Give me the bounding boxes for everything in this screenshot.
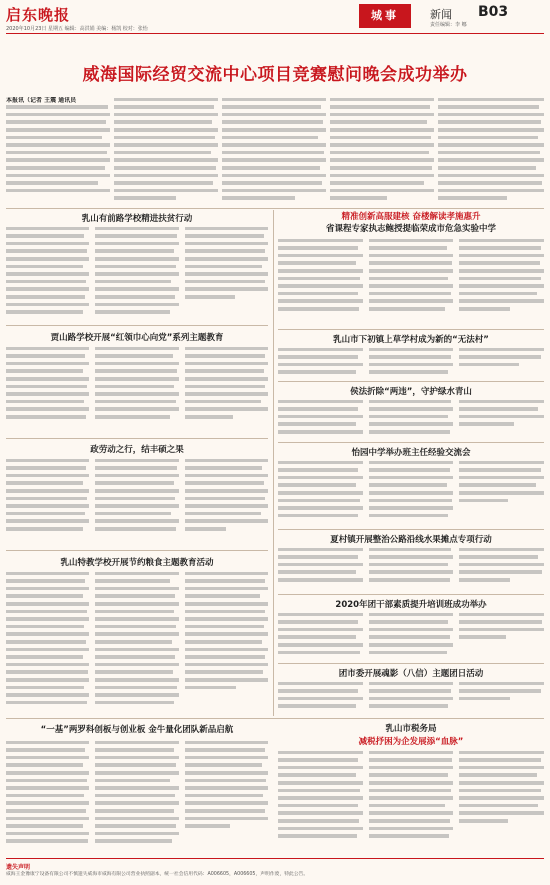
divider — [6, 718, 544, 719]
lead-article-col4 — [330, 97, 434, 205]
section-tab: 城事 — [359, 4, 411, 28]
article-body — [278, 681, 544, 715]
lead-article-col2 — [114, 97, 218, 205]
article-body — [6, 226, 268, 322]
divider — [6, 325, 268, 326]
divider — [6, 550, 268, 551]
section-name: 新闻 — [430, 8, 452, 21]
lead-article-col3 — [222, 97, 326, 205]
divider — [6, 438, 268, 439]
article-title: 政劳动之行，结丰硕之果 — [90, 445, 184, 455]
dateline: 2020年10月23日 星期五 编辑：高洪娟 美编：杨凯 校对：张怡 — [6, 26, 148, 32]
article-title: 减税抒困为企发展添“血脉” — [358, 737, 464, 747]
article-title: 精准创新高服建核 奋楼解读孝施惠升 — [341, 212, 481, 222]
divider — [278, 381, 544, 382]
article-body — [278, 399, 544, 439]
masthead-rule — [6, 33, 544, 34]
article-title: 怡园中学举办班主任经验交流会 — [351, 448, 471, 458]
lead-article-col1 — [6, 97, 110, 205]
article-body — [278, 238, 544, 326]
divider — [278, 594, 544, 595]
article-body — [6, 346, 268, 434]
notice-footer — [6, 858, 544, 881]
article-title: 侯法折除“两违”，守护绿水青山 — [350, 387, 472, 397]
divider — [278, 663, 544, 664]
article-body — [278, 750, 544, 852]
article-title: 乳山市下初镇上草学村成为新的“无法村” — [333, 335, 489, 345]
divider — [278, 442, 544, 443]
divider — [6, 208, 544, 209]
article-body — [6, 740, 268, 852]
article-title: 乳山有前路学校精进扶贫行动 — [81, 214, 193, 224]
article-title: 乳山特教学校开展节约粮食主题教育活动 — [60, 558, 214, 568]
notice-text: 威海王金豫康宁设备有限公司不慎遗失威海市威海有限公司营业执照副本，统一社会信用代码：A006605，A006605，声明作废，特此公告。 — [6, 872, 309, 877]
article-title: 夏村镇开展整治公路沿线水果摊点专项行动 — [330, 535, 492, 545]
article-title: “一基”两罗科创板与创业板 金牛量化团队新品启航 — [40, 725, 234, 735]
page-number: B03 — [478, 4, 509, 20]
article-title: 贾山路学校开展“红领巾心向党”系列主题教育 — [50, 333, 224, 343]
article-title: 团市委开展魂影（八信）主题团日活动 — [338, 669, 484, 679]
article-title: 乳山市税务局 — [385, 724, 437, 734]
divider — [278, 529, 544, 530]
notice-label: 遗失声明 — [6, 864, 31, 871]
headline: 威海国际经贸交流中心项目竞赛慰问晚会成功举办 — [82, 65, 468, 85]
newspaper-logo: 启东晚报 — [6, 6, 71, 24]
article-title: 省课程专家执志鲍授提临荣成市危急实验中学 — [325, 224, 496, 234]
article-body — [6, 458, 268, 546]
editor-line: 责任编辑：李 娜 — [430, 22, 467, 28]
article-body — [6, 571, 268, 713]
article-body — [278, 460, 544, 526]
column-divider — [273, 210, 274, 716]
byline: 本报讯（记者 王震 通讯员 — [6, 97, 77, 104]
article-body — [278, 547, 544, 591]
divider — [278, 329, 544, 330]
article-body — [278, 347, 544, 379]
article-title: 2020年团干部素质提升培训班成功举办 — [335, 600, 487, 610]
lead-article-col5 — [438, 97, 544, 205]
article-body — [278, 612, 544, 660]
